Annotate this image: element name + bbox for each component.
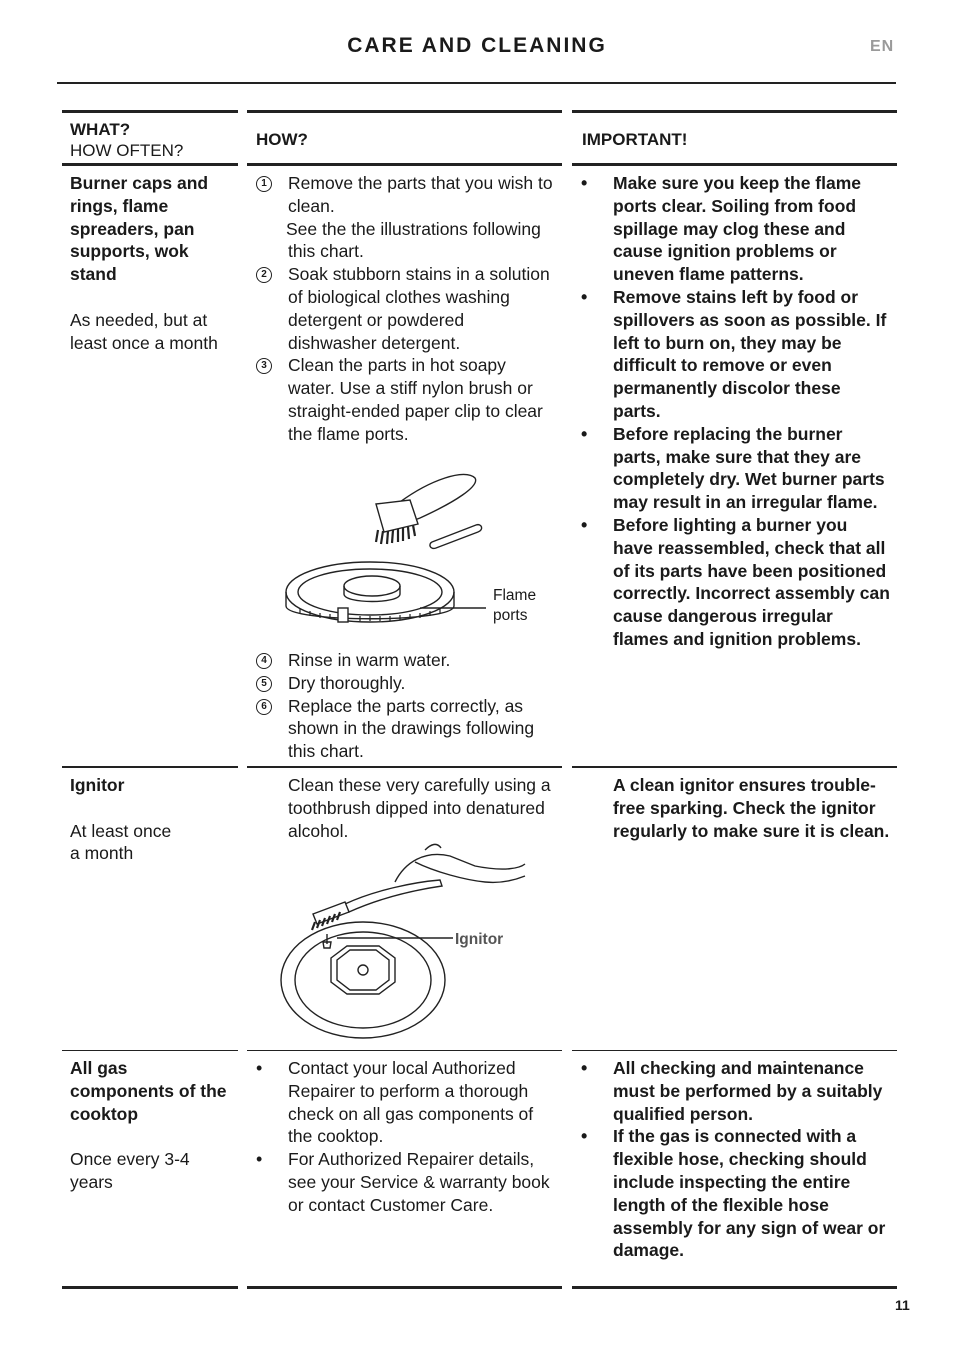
table-row-burner-important — [572, 172, 892, 651]
table-row-gas-important — [572, 1057, 892, 1262]
list-item: • Before replacing the burner parts, make sure that they are completely dry. Wet burner parts may result in an irregular flame. — [572, 423, 892, 514]
table-top-rule — [572, 110, 897, 113]
header-bottom-rule — [62, 163, 238, 166]
table-bottom-rule — [62, 1286, 238, 1289]
header-how: HOW? — [256, 130, 308, 149]
figure-label-line: Flame — [493, 587, 537, 604]
step-text: Dry thoroughly. — [288, 672, 406, 693]
page-title: CARE AND CLEANING — [347, 34, 607, 57]
step-number: 4 — [256, 653, 272, 669]
list-item — [247, 672, 557, 695]
table-row-burner-how — [247, 172, 557, 446]
row-how-often-text: At least once a month — [70, 820, 172, 864]
list-item: • Contact your local Authorized Repairer to perform a thorough check on all gas components of the cooktop. — [247, 1057, 557, 1148]
row-how-often-text: Once every 3-4 years — [70, 1149, 190, 1192]
step-text: Clean the parts in hot soapy water. Use a stiff nylon brush or straight-ended paper clip to clear the flame ports. — [288, 355, 543, 444]
table-row-burner-how-continued — [247, 649, 557, 763]
list-item — [247, 218, 557, 264]
list-item: • Make sure you keep the flame ports clear. Soiling from food spillage may clog these and cause ignition problems or uneven flame patterns. — [572, 172, 892, 286]
header-how-often-label: HOW OFTEN? — [70, 141, 184, 160]
step-text: Remove the parts that you wish to clean. — [288, 173, 553, 216]
header-what — [70, 119, 246, 161]
list-item — [247, 649, 557, 672]
header-divider — [57, 82, 896, 84]
language-tag: EN — [870, 38, 895, 55]
table-row-gas-how — [247, 1057, 557, 1217]
row-divider — [62, 766, 238, 768]
step-number: 3 — [256, 358, 272, 374]
row-what-text: Burner caps and rings, flame spreaders, pan supports, wok stand — [70, 173, 209, 285]
header-what-label: WHAT? — [70, 120, 131, 139]
list-item: • If the gas is connected with a flexible hose, checking should include inspecting the entire length of the flexible hose assembly for any sign of wear or damage. — [572, 1125, 892, 1262]
step-number: 5 — [256, 676, 272, 692]
list-item: • For Authorized Repairer details, see your Service & warranty book or contact Customer Care. — [247, 1148, 557, 1216]
list-item: • Before lighting a burner you have reassembled, check that all of its parts have been positioned correctly. Incorrect assembly can cause dangerous irregular flames and ignition problems. — [572, 514, 892, 651]
header-important: IMPORTANT! — [582, 130, 688, 149]
table-row-burner-what — [70, 172, 230, 354]
list-item — [247, 263, 557, 354]
table-top-rule — [62, 110, 238, 113]
list-item — [247, 695, 557, 763]
list-item: • All checking and maintenance must be performed by a suitably qualified person. — [572, 1057, 892, 1125]
row-divider — [572, 766, 897, 768]
row-divider — [247, 1050, 562, 1051]
flame-ports-label — [493, 586, 536, 626]
ignitor-label: Ignitor — [455, 931, 504, 948]
row-divider — [62, 1050, 238, 1051]
row-how-often-text: As needed, but at least once a month — [70, 309, 218, 353]
header-bottom-rule — [247, 163, 562, 166]
row-divider — [247, 766, 562, 768]
step-number: 1 — [256, 176, 272, 192]
list-item: • Remove stains left by food or spillovers as soon as possible. If left to burn on, they may be difficult to remove or even permanently discolor these parts. — [572, 286, 892, 423]
row-what-text: All gas components of the cooktop — [70, 1058, 227, 1124]
step-text: Soak stubborn stains in a solution of biological clothes washing detergent or powdered dishwasher detergent. — [288, 264, 550, 353]
table-bottom-rule — [572, 1286, 897, 1289]
figure-label-line: ports — [493, 607, 528, 624]
step-text: Replace the parts correctly, as shown in the drawings following this chart. — [288, 695, 535, 762]
step-number: 2 — [256, 267, 272, 283]
step-text: See the the illustrations following this chart. — [286, 218, 541, 262]
table-row-gas-what — [70, 1057, 230, 1194]
page-number: 11 — [895, 1297, 910, 1313]
table-bottom-rule — [247, 1286, 562, 1289]
row-divider — [572, 1050, 897, 1051]
table-row-ignitor-what — [70, 774, 230, 865]
step-text: Rinse in warm water. — [288, 650, 451, 670]
step-number: 6 — [256, 699, 272, 715]
row-what-text: Ignitor — [70, 775, 125, 795]
list-item — [247, 172, 557, 218]
table-row-ignitor-important: A clean ignitor ensures trouble-free sparking. Check the ignitor regularly to make sure it is clean. — [613, 775, 890, 841]
ignitor-toothbrush-illustration — [275, 842, 545, 1042]
header-bottom-rule — [572, 163, 897, 166]
list-item — [247, 354, 557, 445]
table-row-ignitor-how: Clean these very carefully using a toothbrush dipped into denatured alcohol. — [288, 775, 551, 841]
table-top-rule — [247, 110, 562, 113]
